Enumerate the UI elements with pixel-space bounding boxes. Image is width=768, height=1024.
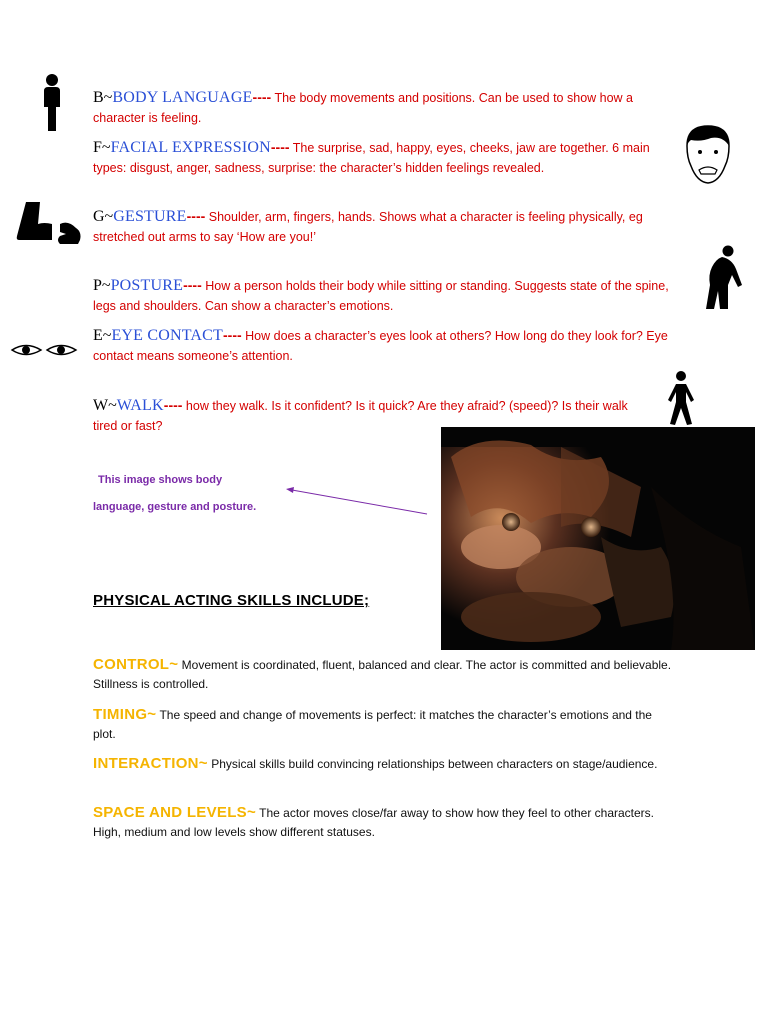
entry-letter: F~: [93, 139, 111, 156]
entry-term: WALK: [116, 397, 164, 414]
entry-body-language: [93, 88, 678, 128]
entry-gesture: [93, 207, 678, 247]
skill-timing: [93, 705, 673, 744]
skill-name: TIMING~: [93, 706, 157, 723]
standing-person-icon: [38, 73, 66, 133]
worried-face-icon: [683, 124, 733, 186]
bowing-person-icon: [698, 245, 744, 311]
entry-description: How does a character’s eyes look at others? How long do they look for? Eye contact means someone’s attention.: [93, 329, 668, 363]
entry-letter: W~: [93, 397, 117, 414]
skill-name: CONTROL~: [93, 656, 179, 673]
entry-facial-expression: [93, 138, 678, 178]
walking-person-icon: [662, 370, 700, 426]
entry-description: The surprise, sad, happy, eyes, cheeks, jaw are together. 6 main types: disgust, anger, sadness, surprise: the character’s hidden feelings revealed.: [93, 141, 650, 175]
section-heading: PHYSICAL ACTING SKILLS INCLUDE;: [93, 592, 370, 609]
entry-description: Shoulder, arm, fingers, hands. Shows what a character is feeling physically, eg stretched out arms to say ‘How are you!’: [93, 210, 643, 244]
arrow-icon: [284, 484, 430, 518]
entry-description: how they walk. Is it confident? Is it quick? Are they afraid? (speed)? Is their walk tired or fast?: [93, 399, 628, 433]
entry-letter: B~: [93, 89, 113, 106]
entry-dashes: ----: [270, 139, 290, 155]
skill-name: INTERACTION~: [93, 755, 208, 772]
eyes-icon: [10, 340, 80, 360]
image-caption-line2: language, gesture and posture.: [93, 501, 257, 513]
entry-letter: E~: [93, 327, 112, 344]
entry-term: BODY LANGUAGE: [112, 89, 253, 106]
skill-interaction: [93, 754, 673, 774]
skill-control: [93, 655, 673, 694]
entry-dashes: ----: [163, 397, 183, 413]
skill-description: Physical skills build convincing relationships between characters on stage/audience.: [207, 757, 658, 771]
entry-term: POSTURE: [110, 277, 184, 294]
skill-space-and-levels: [93, 803, 673, 842]
image-caption-line1: This image shows body: [98, 474, 223, 486]
entry-term: EYE CONTACT: [111, 327, 224, 344]
skill-description: The speed and change of movements is perfect: it matches the character’s emotions and the plot.: [93, 708, 652, 741]
entry-letter: G~: [93, 208, 114, 225]
entry-term: FACIAL EXPRESSION: [110, 139, 271, 156]
entry-dashes: ----: [183, 277, 202, 293]
entry-description: How a person holds their body while sitting or standing. Suggests state of the spine, legs and shoulders. Can show a character’s emotions.: [93, 279, 669, 313]
skill-name: SPACE AND LEVELS~: [93, 804, 257, 821]
skill-description: The actor moves close/far away to show how they feel to other characters. High, medium and low levels show different statuses.: [93, 806, 655, 839]
entry-letter: P~: [93, 277, 111, 294]
entry-description: The body movements and positions. Can be used to show how a character is feeling.: [93, 91, 633, 125]
entry-term: GESTURE: [113, 208, 187, 225]
entry-eye-contact: [93, 326, 678, 366]
entry-dashes: ----: [186, 208, 206, 224]
skill-description: Movement is coordinated, fluent, balanced and clear. The actor is committed and believable. Stillness is controlled.: [93, 658, 672, 691]
entry-dashes: ----: [252, 89, 272, 105]
performance-photo: [441, 427, 755, 650]
entry-dashes: ----: [223, 327, 242, 343]
shoe-icon: [16, 200, 84, 246]
entry-posture: [93, 276, 678, 316]
